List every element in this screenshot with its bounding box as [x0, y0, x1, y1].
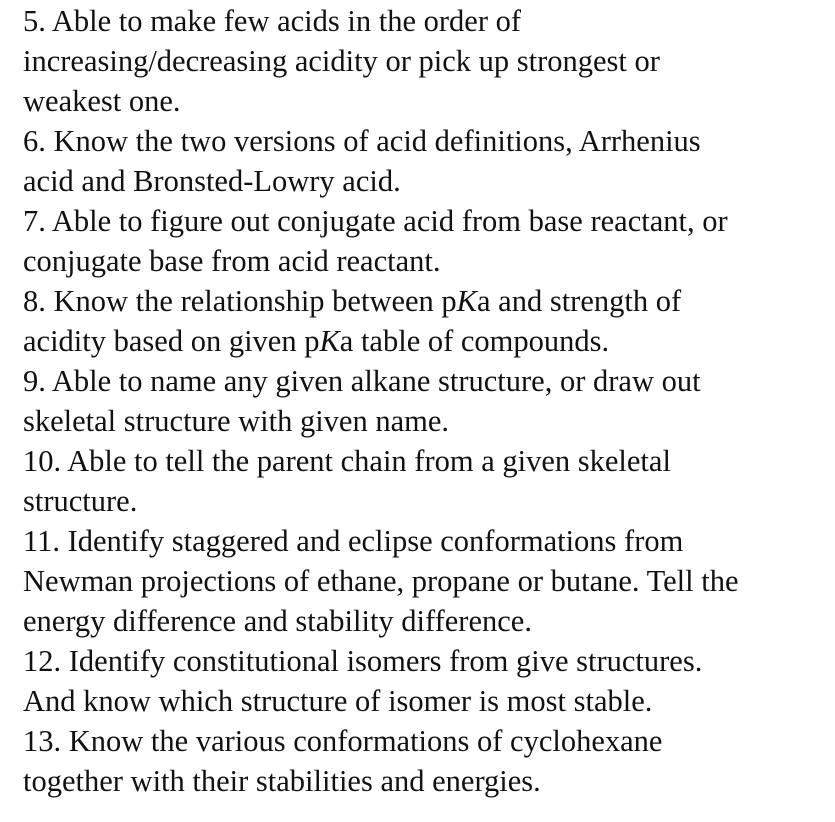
objective-item-6 — [23, 121, 835, 201]
objective-7-line-2: conjugate base from acid reactant. — [23, 244, 441, 278]
objective-8-line-2-text-b: a table of compounds. — [339, 324, 610, 358]
objective-8-line-2 — [23, 321, 835, 361]
objective-8-line-2-text-a: acidity based on given p — [23, 324, 320, 358]
objective-5-line-2: increasing/decreasing acidity or pick up strongest or — [23, 44, 660, 78]
objective-10-line-2: structure. — [23, 484, 138, 518]
objective-6-line-1: 6. Know the two versions of acid definitions, Arrhenius — [23, 124, 701, 158]
objective-5-line-3: weakest one. — [23, 84, 181, 118]
objective-7-line-1: 7. Able to figure out conjugate acid from base reactant, or — [23, 204, 728, 238]
objective-12-line-1: 12. Identify constitutional isomers from give structures. — [23, 644, 703, 678]
objective-9-line-2: skeletal structure with given name. — [23, 404, 450, 438]
objective-11-line-1: 11. Identify staggered and eclipse conformations from — [23, 524, 684, 558]
objective-11-line-3: energy difference and stability difference. — [23, 604, 532, 638]
objective-11-line-2: Newman projections of ethane, propane or butane. Tell the — [23, 564, 739, 598]
objective-13-line-2: together with their stabilities and energies. — [23, 764, 541, 798]
objective-item-12 — [23, 641, 835, 721]
objective-item-11 — [23, 521, 835, 641]
objective-13-line-1: 13. Know the various conformations of cyclohexane — [23, 724, 663, 758]
objective-item-13 — [23, 721, 835, 801]
objective-item-7 — [23, 201, 835, 281]
objective-item-9 — [23, 361, 835, 441]
objective-item-5 — [23, 1, 835, 121]
objective-6-line-2: acid and Bronsted-Lowry acid. — [23, 164, 401, 198]
learning-objectives-list — [23, 1, 835, 801]
objective-item-10 — [23, 441, 835, 521]
pka-italic-k: K — [319, 324, 340, 358]
objective-5-line-1: 5. Able to make few acids in the order of — [23, 4, 522, 38]
objective-12-line-2: And know which structure of isomer is most stable. — [23, 684, 653, 718]
objective-10-line-1: 10. Able to tell the parent chain from a given skeletal — [23, 444, 671, 478]
objective-8-line-1 — [23, 281, 835, 321]
objective-9-line-1: 9. Able to name any given alkane structure, or draw out — [23, 364, 701, 398]
pka-italic-k: K — [456, 284, 478, 318]
objective-8-line-1-text-a: 8. Know the relationship between p — [23, 284, 457, 318]
objective-item-8 — [23, 281, 835, 361]
objective-8-line-1-text-b: a and strength of — [477, 284, 682, 318]
